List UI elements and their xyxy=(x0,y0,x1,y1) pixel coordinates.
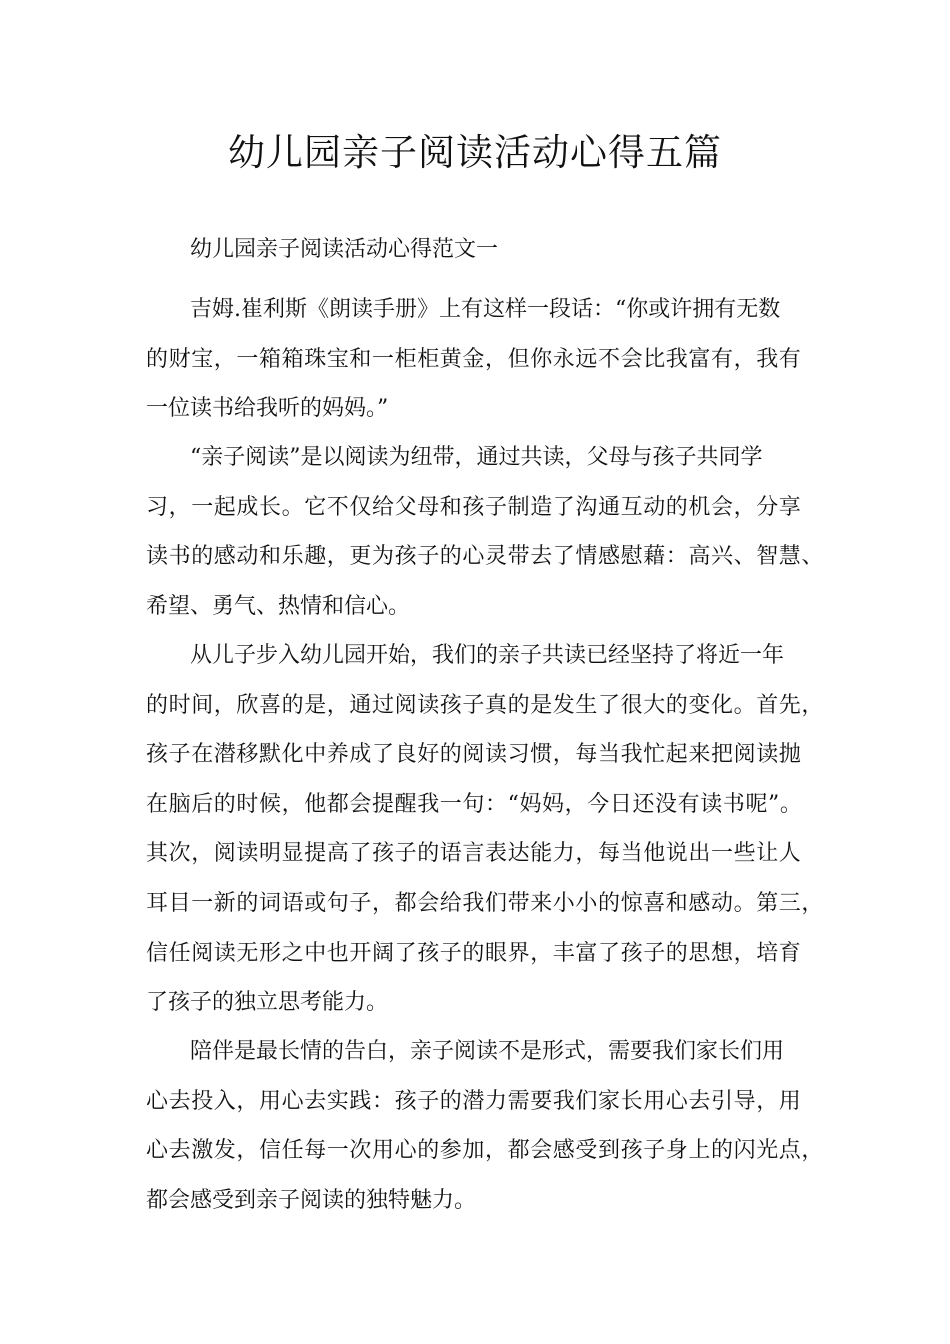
paragraph-line: 在脑后的时候，他都会提醒我一句：“妈妈，今日还没有读书呢”。 xyxy=(146,791,803,817)
paragraph-line: 陪伴是最长情的告白，亲子阅读不是形式，需要我们家长们用 xyxy=(190,1039,785,1064)
paragraph-line: 都会感受到亲子阅读的独特魅力。 xyxy=(146,1187,477,1213)
paragraph-line: 心去激发，信任每一次用心的参加，都会感受到孩子身上的闪光点， xyxy=(146,1138,825,1164)
paragraph-line: 信任阅读无形之中也开阔了孩子的眼界，丰富了孩子的思想，培育 xyxy=(146,940,802,966)
paragraph-line: 习，一起成长。它不仅给父母和孩子制造了沟通互动的机会，分享 xyxy=(146,494,802,520)
paragraph-line: 孩子在潜移默化中养成了良好的阅读习惯，每当我忙起来把阅读抛 xyxy=(146,742,802,768)
section-heading: 幼儿园亲子阅读活动心得范文一 xyxy=(190,237,499,262)
paragraph-line: 希望、勇气、热情和信心。 xyxy=(146,593,411,619)
paragraph-line: 的财宝，一箱箱珠宝和一柜柜黄金，但你永远不会比我富有，我有 xyxy=(146,346,802,372)
paragraph-4 xyxy=(146,1027,826,1225)
paragraph-line: 从儿子步入幼儿园开始，我们的亲子共读已经坚持了将近一年 xyxy=(190,643,785,668)
paragraph-1 xyxy=(146,285,826,434)
paragraph-line: 其次，阅读明显提高了孩子的语言表达能力，每当他说出一些让人 xyxy=(146,841,802,867)
paragraph-line: 读书的感动和乐趣，更为孩子的心灵带去了情感慰藉：高兴、智慧、 xyxy=(146,544,825,570)
paragraph-line: 了孩子的独立思考能力。 xyxy=(146,990,389,1016)
paragraph-line: 耳目一新的词语或句子，都会给我们带来小小的惊喜和感动。第三， xyxy=(146,890,825,916)
paragraph-3 xyxy=(146,631,826,1028)
paragraph-line: 吉姆.崔利斯《朗读手册》上有这样一段话：“你或许拥有无数 xyxy=(190,297,781,322)
paragraph-2 xyxy=(146,433,826,631)
paragraph-line: 一位读书给我听的妈妈。” xyxy=(146,396,389,422)
paragraph-line: 的时间，欣喜的是，通过阅读孩子真的是发生了很大的变化。首先， xyxy=(146,692,825,718)
paragraph-line: 心去投入，用心去实践：孩子的潜力需要我们家长用心去引导，用 xyxy=(146,1088,802,1114)
paragraph-line: “亲子阅读”是以阅读为纽带，通过共读，父母与孩子共同学 xyxy=(190,445,763,470)
document-title: 幼儿园亲子阅读活动心得五篇 xyxy=(228,131,722,174)
